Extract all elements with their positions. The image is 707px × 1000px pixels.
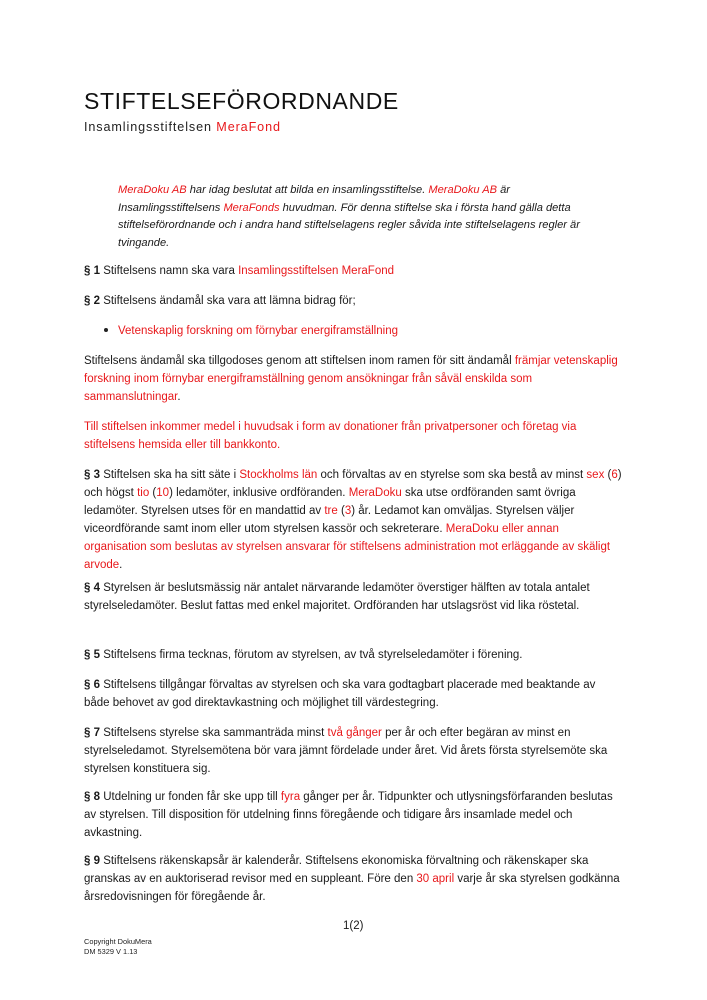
intro-founder: MeraDoku AB <box>118 184 187 196</box>
s3-appointer: MeraDoku <box>348 487 402 499</box>
s3-text: . <box>119 559 123 571</box>
s3-text: och förvaltas av en styrelse som ska bestå av minst <box>317 469 587 481</box>
purpose-text: Stiftelsens ändamål ska tillgodoses genom att stiftelsen inom ramen för sitt ändamål <box>84 355 515 367</box>
page-number: 1(2) <box>343 920 364 932</box>
section-number: § 6 <box>84 679 100 691</box>
s3-text: ( <box>149 487 157 499</box>
intro-text-3: huvudman. För denna stiftelse ska i första hand gälla detta stiftelseförordnande och i andra hand stiftelselagens regler såvida inte stiftelselagens regler är tvingande. <box>118 201 580 250</box>
s9-deadline: 30 april <box>416 873 455 885</box>
purpose-bullet-text: Vetenskaplig forskning om förnybar energiframställning <box>118 325 398 337</box>
s7-text: Stiftelsens styrelse ska sammanträda minst <box>100 727 328 739</box>
subtitle-fund-name: MeraFond <box>216 120 281 134</box>
section-text: Stiftelsens ändamål ska vara att lämna bidrag för; <box>100 295 356 307</box>
s3-min-word: sex <box>586 469 605 481</box>
section-6 <box>84 676 624 712</box>
document-subtitle <box>84 120 281 134</box>
s9-text: Stiftelsens räkenskapsår är kalenderår. Stiftelsens ekonomiska förvaltning och räkenskaper ska granskas av en auktoriserad revisor med en suppleant. Före den <box>84 855 589 885</box>
s3-max-word: tio <box>137 487 150 499</box>
section-1 <box>84 262 624 280</box>
intro-paragraph <box>118 182 598 253</box>
footer <box>84 937 152 956</box>
s8-text: gånger per år. Tidpunkter och utlysningsförfaranden beslutas av styrelsen. Till disposition för utdelning finns föregående och tidigare års insamlade medel och avkastning. <box>84 791 613 839</box>
purpose-end: . <box>177 391 181 403</box>
section-number: § 4 <box>84 582 100 594</box>
section-2 <box>84 292 624 310</box>
section-3 <box>84 466 624 574</box>
footer-doc-id: DM 5329 V 1.13 <box>84 946 138 956</box>
document-title: STIFTELSEFÖRORDNANDE <box>84 88 399 114</box>
s3-seat: Stockholms län <box>239 469 318 481</box>
section-text: Stiftelsens firma tecknas, förutom av styrelsen, av två styrelseledamöter i förening. <box>100 649 523 661</box>
section-4 <box>84 579 624 615</box>
section-number: § 8 <box>84 791 100 803</box>
intro-fund-name: MeraFonds <box>223 201 280 214</box>
purpose-paragraph <box>84 352 624 406</box>
section-9 <box>84 852 624 906</box>
s3-administration: MeraDoku eller annan organisation som beslutas av styrelsen ansvarar för stiftelsens administration mot erläggande av skäligt arvode <box>84 523 611 571</box>
s9-text: varje år ska styrelsen godkänna årsredovisningen för föregående år. <box>84 873 620 903</box>
section-number: § 3 <box>84 469 100 481</box>
s8-text: Utdelning ur fonden får ske upp till <box>100 791 281 803</box>
section-text: Stiftelsens namn ska vara <box>100 265 239 277</box>
s3-text: ska utse ordföranden samt övriga ledamöter. Styrelsen utses för en mandattid av <box>84 487 576 517</box>
section-text: Styrelsen är beslutsmässig när antalet närvarande ledamöter överstiger hälften av totala antalet styrelseledamöter. Beslut fattas med enkel majoritet. Ordföranden har utslagsröst vid lika röstetal. <box>84 582 590 612</box>
foundation-name: Insamlingsstiftelsen MeraFond <box>238 265 395 277</box>
s3-text: ) och högst <box>84 469 622 499</box>
funds-paragraph: Till stiftelsen inkommer medel i huvudsak i form av donationer från privatpersoner och företag via stiftelsens hemsida eller till bankkonto. <box>84 421 577 451</box>
intro-text-1: har idag beslutat att bilda en insamlingsstiftelse. <box>186 184 429 196</box>
section-number: § 9 <box>84 855 100 867</box>
s3-term-number: 3 <box>344 505 352 517</box>
section-number: § 1 <box>84 265 100 277</box>
intro-founder-2: MeraDoku AB <box>428 184 498 196</box>
section-8 <box>84 788 624 842</box>
intro-text-2: är Insamlingsstiftelsens <box>118 184 510 214</box>
s3-text: ) ledamöter, inklusive ordföranden. <box>169 487 349 499</box>
s3-text: ( <box>337 505 345 517</box>
bullet-icon <box>104 328 108 332</box>
section-number: § 5 <box>84 649 100 661</box>
s3-max-number: 10 <box>156 487 170 499</box>
subtitle-prefix: Insamlingsstiftelsen <box>84 120 217 134</box>
purpose-highlight: främjar vetenskaplig forskning inom förnybar energiframställning genom ansökningar från såväl enskilda som sammanslutningar <box>84 355 618 403</box>
s3-min-number: 6 <box>611 469 618 481</box>
s3-text: ) år. Ledamot kan omväljas. Styrelsen väljer viceordförande samt inom eller utom styrelsen kassör och sekreterare. <box>84 505 575 535</box>
s3-text: ( <box>604 469 612 481</box>
s3-text: Stiftelsen ska ha sitt säte i <box>100 469 240 481</box>
section-text: Stiftelsens tillgångar förvaltas av styrelsen och ska vara godtagbart placerade med beaktande av både behovet av god direktavkastning och möjlighet till värdestegring. <box>84 679 596 709</box>
s3-term-word: tre <box>324 505 338 517</box>
s8-frequency: fyra <box>280 791 301 803</box>
section-5 <box>84 646 624 664</box>
s7-frequency: två gånger <box>327 727 382 739</box>
footer-copyright: Copyright DokuMera <box>84 937 152 946</box>
section-7 <box>84 724 624 778</box>
section-number: § 2 <box>84 295 100 307</box>
section-number: § 7 <box>84 727 100 739</box>
purpose-bullet <box>104 322 398 340</box>
s7-text: per år och efter begäran av minst en styrelseledamot. Styrelsemötena bör vara jämnt fördelade under året. Vid årets första styrelsemöte ska styrelsen konstituera sig. <box>84 727 608 775</box>
